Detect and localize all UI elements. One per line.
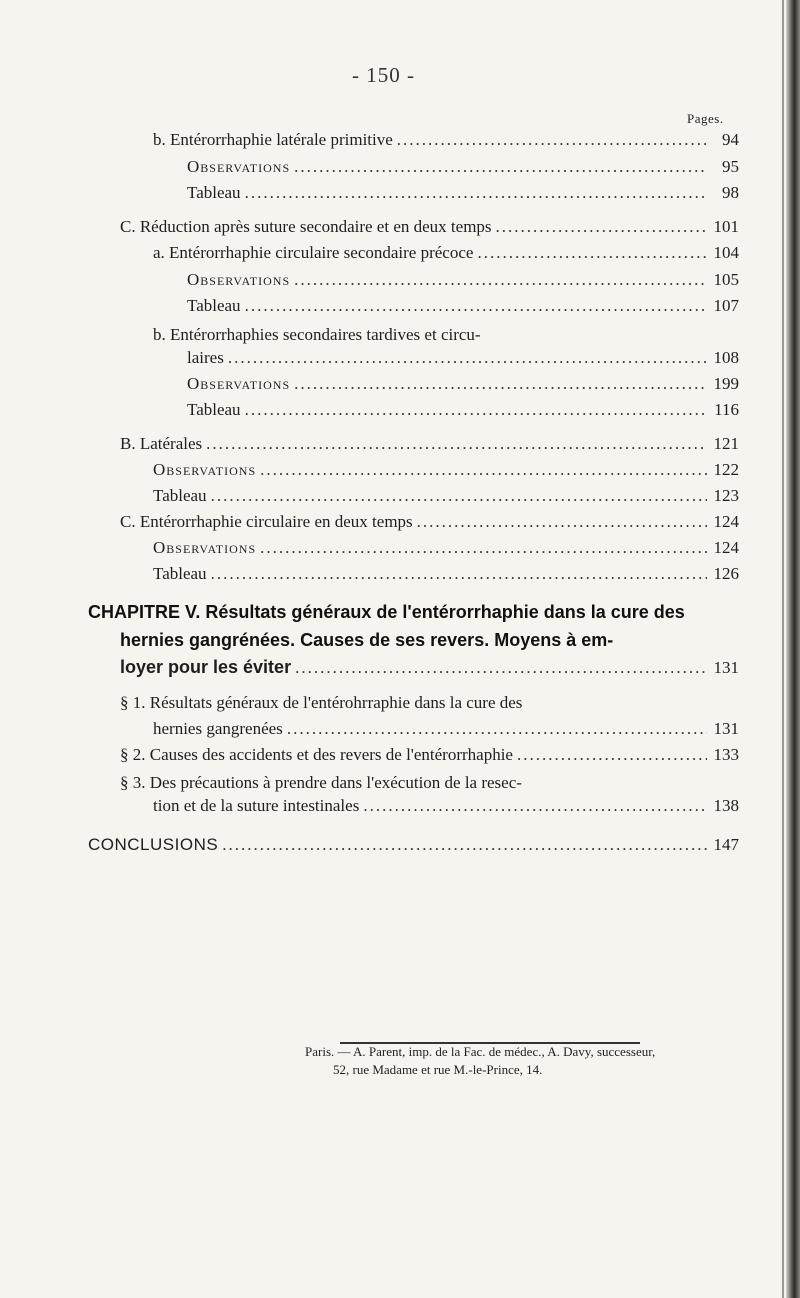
section-entry: tion et de la suture intestinales ..... 138 [153, 796, 739, 820]
toc-entry: Tableau ..... 123 [153, 486, 739, 510]
section-entry-first-line: § 3. Des précautions à prendre dans l'exécution de la resec- [120, 773, 522, 792]
toc-entry: Observations ..... 124 [153, 538, 739, 562]
imprint-line: Paris. — A. Parent, imp. de la Fac. de médec., A. Davy, successeur, [305, 1044, 656, 1059]
toc-entry: Observations ..... 199 [187, 374, 739, 398]
conclusions-entry: CONCLUSIONS ..... 147 [88, 835, 739, 859]
toc-entry: Observations ..... 122 [153, 460, 739, 484]
page-binding-edge [786, 0, 800, 1298]
toc-entry-first-line: b. Entérorrhaphies secondaires tardives et circu- [153, 325, 481, 344]
chapter-title-line: hernies gangrénées. Causes de ses revers. Moyens à em- [120, 630, 614, 650]
chapter-title-line: CHAPITRE V. Résultats généraux de l'entérorrhaphie dans la cure des [88, 602, 685, 622]
toc-entry: Observations ..... 95 [187, 157, 739, 181]
toc-entry: C. Entérorrhaphie circulaire en deux temps ..... 124 [120, 512, 739, 536]
section-entry: § 2. Causes des accidents et des revers de l'entérorrhaphie ..... 133 [120, 745, 739, 769]
toc-entry: Tableau ..... 116 [187, 400, 739, 424]
toc-entry: C. Réduction après suture secondaire et en deux temps ..... 101 [120, 217, 739, 241]
section-entry: hernies gangrenées ..... 131 [153, 719, 739, 743]
toc-entry: Tableau ..... 98 [187, 183, 739, 207]
pages-column-label: Pages. [687, 111, 724, 126]
toc-entry: b. Entérorrhaphie latérale primitive ..... 94 [153, 130, 739, 154]
imprint-line: 52, rue Madame et rue M.-le-Prince, 14. [333, 1062, 543, 1077]
toc-entry: B. Latérales ..... 121 [120, 434, 739, 458]
section-entry-first-line: § 1. Résultats généraux de l'entérohrraphie dans la cure des [120, 693, 523, 712]
page-edge-line [782, 0, 784, 1298]
toc-entry: Observations ..... 105 [187, 270, 739, 294]
toc-entry: laires ..... 108 [187, 348, 739, 372]
toc-entry: Tableau ..... 107 [187, 296, 739, 320]
chapter-title-entry: loyer pour les éviter ..... 131 [120, 657, 739, 681]
toc-entry: a. Entérorrhaphie circulaire secondaire précoce ..... 104 [153, 243, 739, 267]
page-number: - 150 - [352, 63, 415, 87]
toc-entry: Tableau ..... 126 [153, 564, 739, 588]
